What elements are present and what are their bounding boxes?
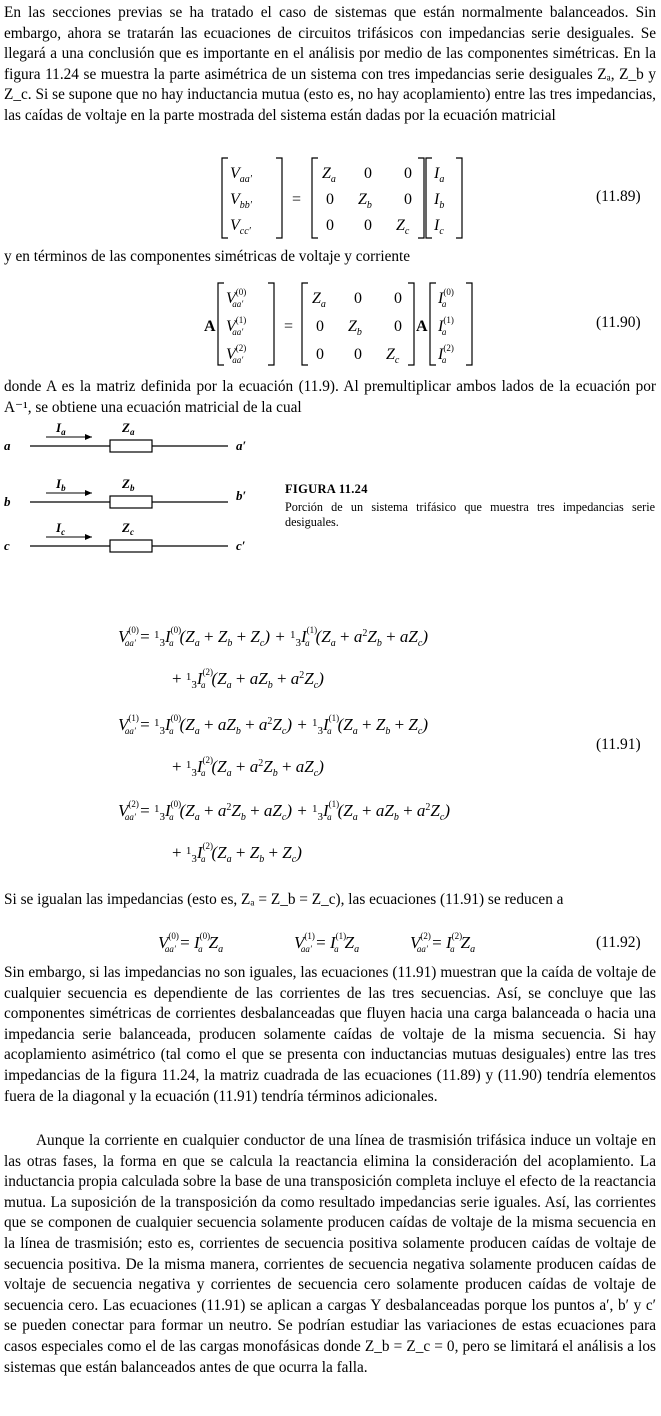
svg-text:Zb: $Z_b$	[358, 191, 372, 211]
paragraph-transposition	[4, 1131, 656, 1378]
svg-text:0: 0	[326, 191, 334, 208]
svg-text:0: 0	[316, 318, 324, 335]
svg-text:Zc: $Z_c$	[396, 217, 410, 237]
equation-number-11-92: (11.92)	[596, 934, 641, 951]
paragraph-premultiply	[4, 377, 656, 418]
svg-text:0: 0	[404, 191, 412, 208]
equation-11-92	[158, 924, 558, 960]
paragraph-equal-impedances	[4, 890, 656, 911]
svg-text:I(2)a: $I^{(2)}$ a	[438, 343, 454, 365]
svg-text:0: 0	[394, 290, 402, 307]
svg-text:I(0)a: $I^{(0)}$ a	[438, 287, 454, 309]
svg-text:Vaa′: $V_{aa'}$	[230, 165, 252, 185]
node-a-label: a	[4, 438, 11, 453]
svg-text:=: =	[292, 191, 302, 208]
svg-text:A: A	[416, 318, 428, 335]
svg-text:a′: a′	[236, 438, 247, 453]
equation-11-89	[220, 154, 480, 242]
svg-text:Vcc′: $V_{cc'}$	[230, 217, 251, 237]
svg-text:V(0)aa′ = 13I(0)a(Za + Zb + Zc: $V^{(0)}$ $aa' = ^1_3I^{(0)}$ a $(Z_a + Z_b + Z_c) + ^1_3I^{(1)}$ a $(Z_a + a^2Z_b + aZ_c)$	[118, 625, 429, 649]
svg-text:0: 0	[394, 318, 402, 335]
svg-text:Zb: $Z_b$	[348, 318, 362, 338]
svg-text:b: b	[4, 494, 11, 509]
figure-title: FIGURA 11.24	[285, 482, 368, 496]
svg-text:Ib: $I_b$	[56, 476, 66, 493]
svg-text:Ia: $I_a$	[56, 420, 66, 437]
svg-text:0: 0	[364, 165, 372, 182]
paragraph-symmetric	[4, 247, 656, 268]
svg-text:=: =	[284, 318, 294, 335]
paragraph-unequal-impedances	[4, 963, 656, 1107]
svg-text:Za: $Z_a$	[122, 420, 135, 437]
svg-text:b′: b′	[236, 488, 247, 503]
svg-text:Vbb′: $V_{bb'}$	[230, 191, 252, 211]
svg-text:Zc: $Z_c$	[122, 520, 134, 537]
paragraph-equal-impedances-text: Si se igualan las impedancias (esto es, Zₐ = Z_b = Z_c), las ecuaciones (11.91) se reducen a	[4, 891, 564, 908]
svg-text:V(0)aa′ = I(0)aZa: $V^{(0)}$ $aa' = I^{(0)}$ a $Z_a$	[158, 931, 224, 955]
paragraph-transposition-text: Aunque la corriente en cualquier conductor de una línea de trasmisión trifásica induce un voltaje en las otras fases, la forma en que se calcula la reactancia elimina la consideración del acoplamiento. La inductancia propia calculada sobre la base de una transposición completa incluye el efecto de la reactancia mutua. La suposición de la transposición da como resultado impedancias serie iguales. Así, las corrientes que se componen de cualquier secuencia solamente producen caídas de voltaje de la misma secuencia en la línea de trasmisión; esto es, corrientes de secuencia positiva solamente producen caídas de voltaje de secuencia positiva. De la misma manera, corrientes de secuencia negativa solamente producen caídas de voltaje de secuencia negativa y corrientes de secuencia cero solamente producen caídas de voltaje de secuencia cero. Las ecuaciones (11.91) se aplican a cargas Y desbalanceadas porque los puntos a′, b′ y c′ se pueden conectar para formar un neutro. Se podrían estudiar las variaciones de estas ecuaciones para casos especiales como el de las cargas monofásicas donde Z_b = Z_c = 0, pero se limitará el análisis a los sistemas que están balanceados antes de que ocurra la falla.	[4, 1132, 656, 1376]
svg-text:Ic: $I_c$	[56, 520, 66, 537]
svg-text:V(1)aa′ = I(1)aZa: $V^{(1)}$ $aa' = I^{(1)}$ a $Z_a$	[294, 931, 360, 955]
svg-text:+ 13I(2)a(Za + Zb + Zc): + $^1_3I^{(2)}$ a $(Z_a + Z_b + Z_c)$	[172, 841, 302, 865]
figure-caption: Porción de un sistema trifásico que muestra tres impedancias serie desiguales.	[285, 500, 655, 529]
svg-text:A: A	[204, 318, 216, 335]
paragraph-intro-text: En las secciones previas se ha tratado el caso de sistemas que están normalmente balanceados. Sin embargo, ahora se tratarán las ecuaciones de circuitos trifásicos con impedancias serie desiguales. Se llegará a una conclusión que es importante en el análisis por medio de las componentes simétricas. En la figura 11.24 se muestra la parte asimétrica de un sistema con tres impedancias serie desiguales Zₐ, Z_b y Z_c. Si se supone que no hay inductancia mutua (esto es, no hay acoplamiento) entre las tres impedancias, las caídas de voltaje en la parte mostrada del sistema están dadas por la ecuación matricial	[4, 4, 656, 124]
svg-text:c: c	[4, 538, 10, 553]
svg-text:V(1)aa′ = 13I(0)a(Za + aZb + a: $V^{(1)}$ $aa' = ^1_3I^{(0)}$ a $(Z_a + aZ_b + a^2Z_c) + ^1_3I^{(1)}$ a $(Z_a + Z_b + Z_c)$	[118, 713, 429, 737]
svg-text:Zb: $Z_b$	[122, 476, 135, 493]
svg-text:Za: $Z_a$	[312, 290, 326, 310]
svg-text:+ 13I(2)a(Za + a2Zb + aZc): + $^1_3I^{(2)}$ a $(Z_a + a^2Z_b + aZ_c)$	[172, 755, 324, 779]
paragraph-unequal-impedances-text: Sin embargo, si las impedancias no son iguales, las ecuaciones (11.91) muestran que la caída de voltaje de cualquier secuencia es dependiente de las corrientes de las tres secuencias. Así, se concluye que las componentes simétricas de corrientes desbalanceadas que fluyen hacia una carga balanceada o hacia una impedancia serie balanceada, producen solamente caídas de voltaje de la misma secuencia. Si hay acoplamiento asimétrico (tal como el que se presenta con inductancias mutuas desiguales) entre las tres impedancias de la figura 11.24, la matriz cuadrada de las ecuaciones (11.89) y (11.90) tendría elementos fuera de la diagonal y la ecuación (11.91) tendría términos adicionales.	[4, 964, 656, 1105]
svg-text:0: 0	[354, 346, 362, 363]
svg-text:0: 0	[354, 290, 362, 307]
svg-text:0: 0	[326, 217, 334, 234]
paragraph-symmetric-text: y en términos de las componentes simétricas de voltaje y corriente	[4, 248, 411, 265]
paragraph-intro	[4, 3, 656, 127]
svg-text:Zc: $Z_c$	[386, 346, 400, 366]
svg-text:Ic: $I_c$	[434, 217, 444, 237]
svg-text:V(2)aa′ = I(2)aZa: $V^{(2)}$ $aa' = I^{(2)}$ a $Z_a$	[410, 931, 476, 955]
figure-11-24-circuit	[0, 420, 270, 570]
equation-number-11-91: (11.91)	[596, 736, 641, 753]
svg-text:c′: c′	[236, 538, 246, 553]
equation-11-90	[204, 279, 484, 369]
svg-text:V(2)aa′ = 13I(0)a(Za + a2Zb +: $V^{(2)}$ $aa' = ^1_3I^{(0)}$ a $(Z_a + a^2Z_b + aZ_c) + ^1_3I^{(1)}$ a $(Z_a + aZ_b + a^2Z_c)$	[118, 799, 451, 823]
svg-text:V(1)aa′: $V^{(1)}$ aa′	[226, 315, 247, 337]
svg-text:0: 0	[316, 346, 324, 363]
svg-text:I(1)a: $I^{(1)}$ a	[438, 315, 454, 337]
paragraph-premultiply-text: donde A es la matriz definida por la ecuación (11.9). Al premultiplicar ambos lados de la ecuación por A⁻¹, se obtiene una ecuación matricial de la cual	[4, 378, 656, 416]
svg-text:0: 0	[404, 165, 412, 182]
svg-text:V(2)aa′: $V^{(2)}$ aa′	[226, 343, 247, 365]
svg-text:+ 13I(2)a(Za + aZb + a2Zc): + $^1_3I^{(2)}$ a $(Z_a + aZ_b + a^2Z_c)$	[172, 667, 324, 691]
svg-text:Ia: $I_a$	[434, 165, 445, 185]
equation-number-11-90: (11.90)	[596, 314, 641, 331]
svg-text:V(0)aa′: $V^{(0)}$ aa′	[226, 287, 247, 309]
equation-11-91	[118, 618, 568, 878]
svg-text:Ib: $I_b$	[434, 191, 445, 211]
equation-number-11-89: (11.89)	[596, 188, 641, 205]
svg-text:0: 0	[364, 217, 372, 234]
svg-text:Za: $Z_a$	[322, 165, 336, 185]
